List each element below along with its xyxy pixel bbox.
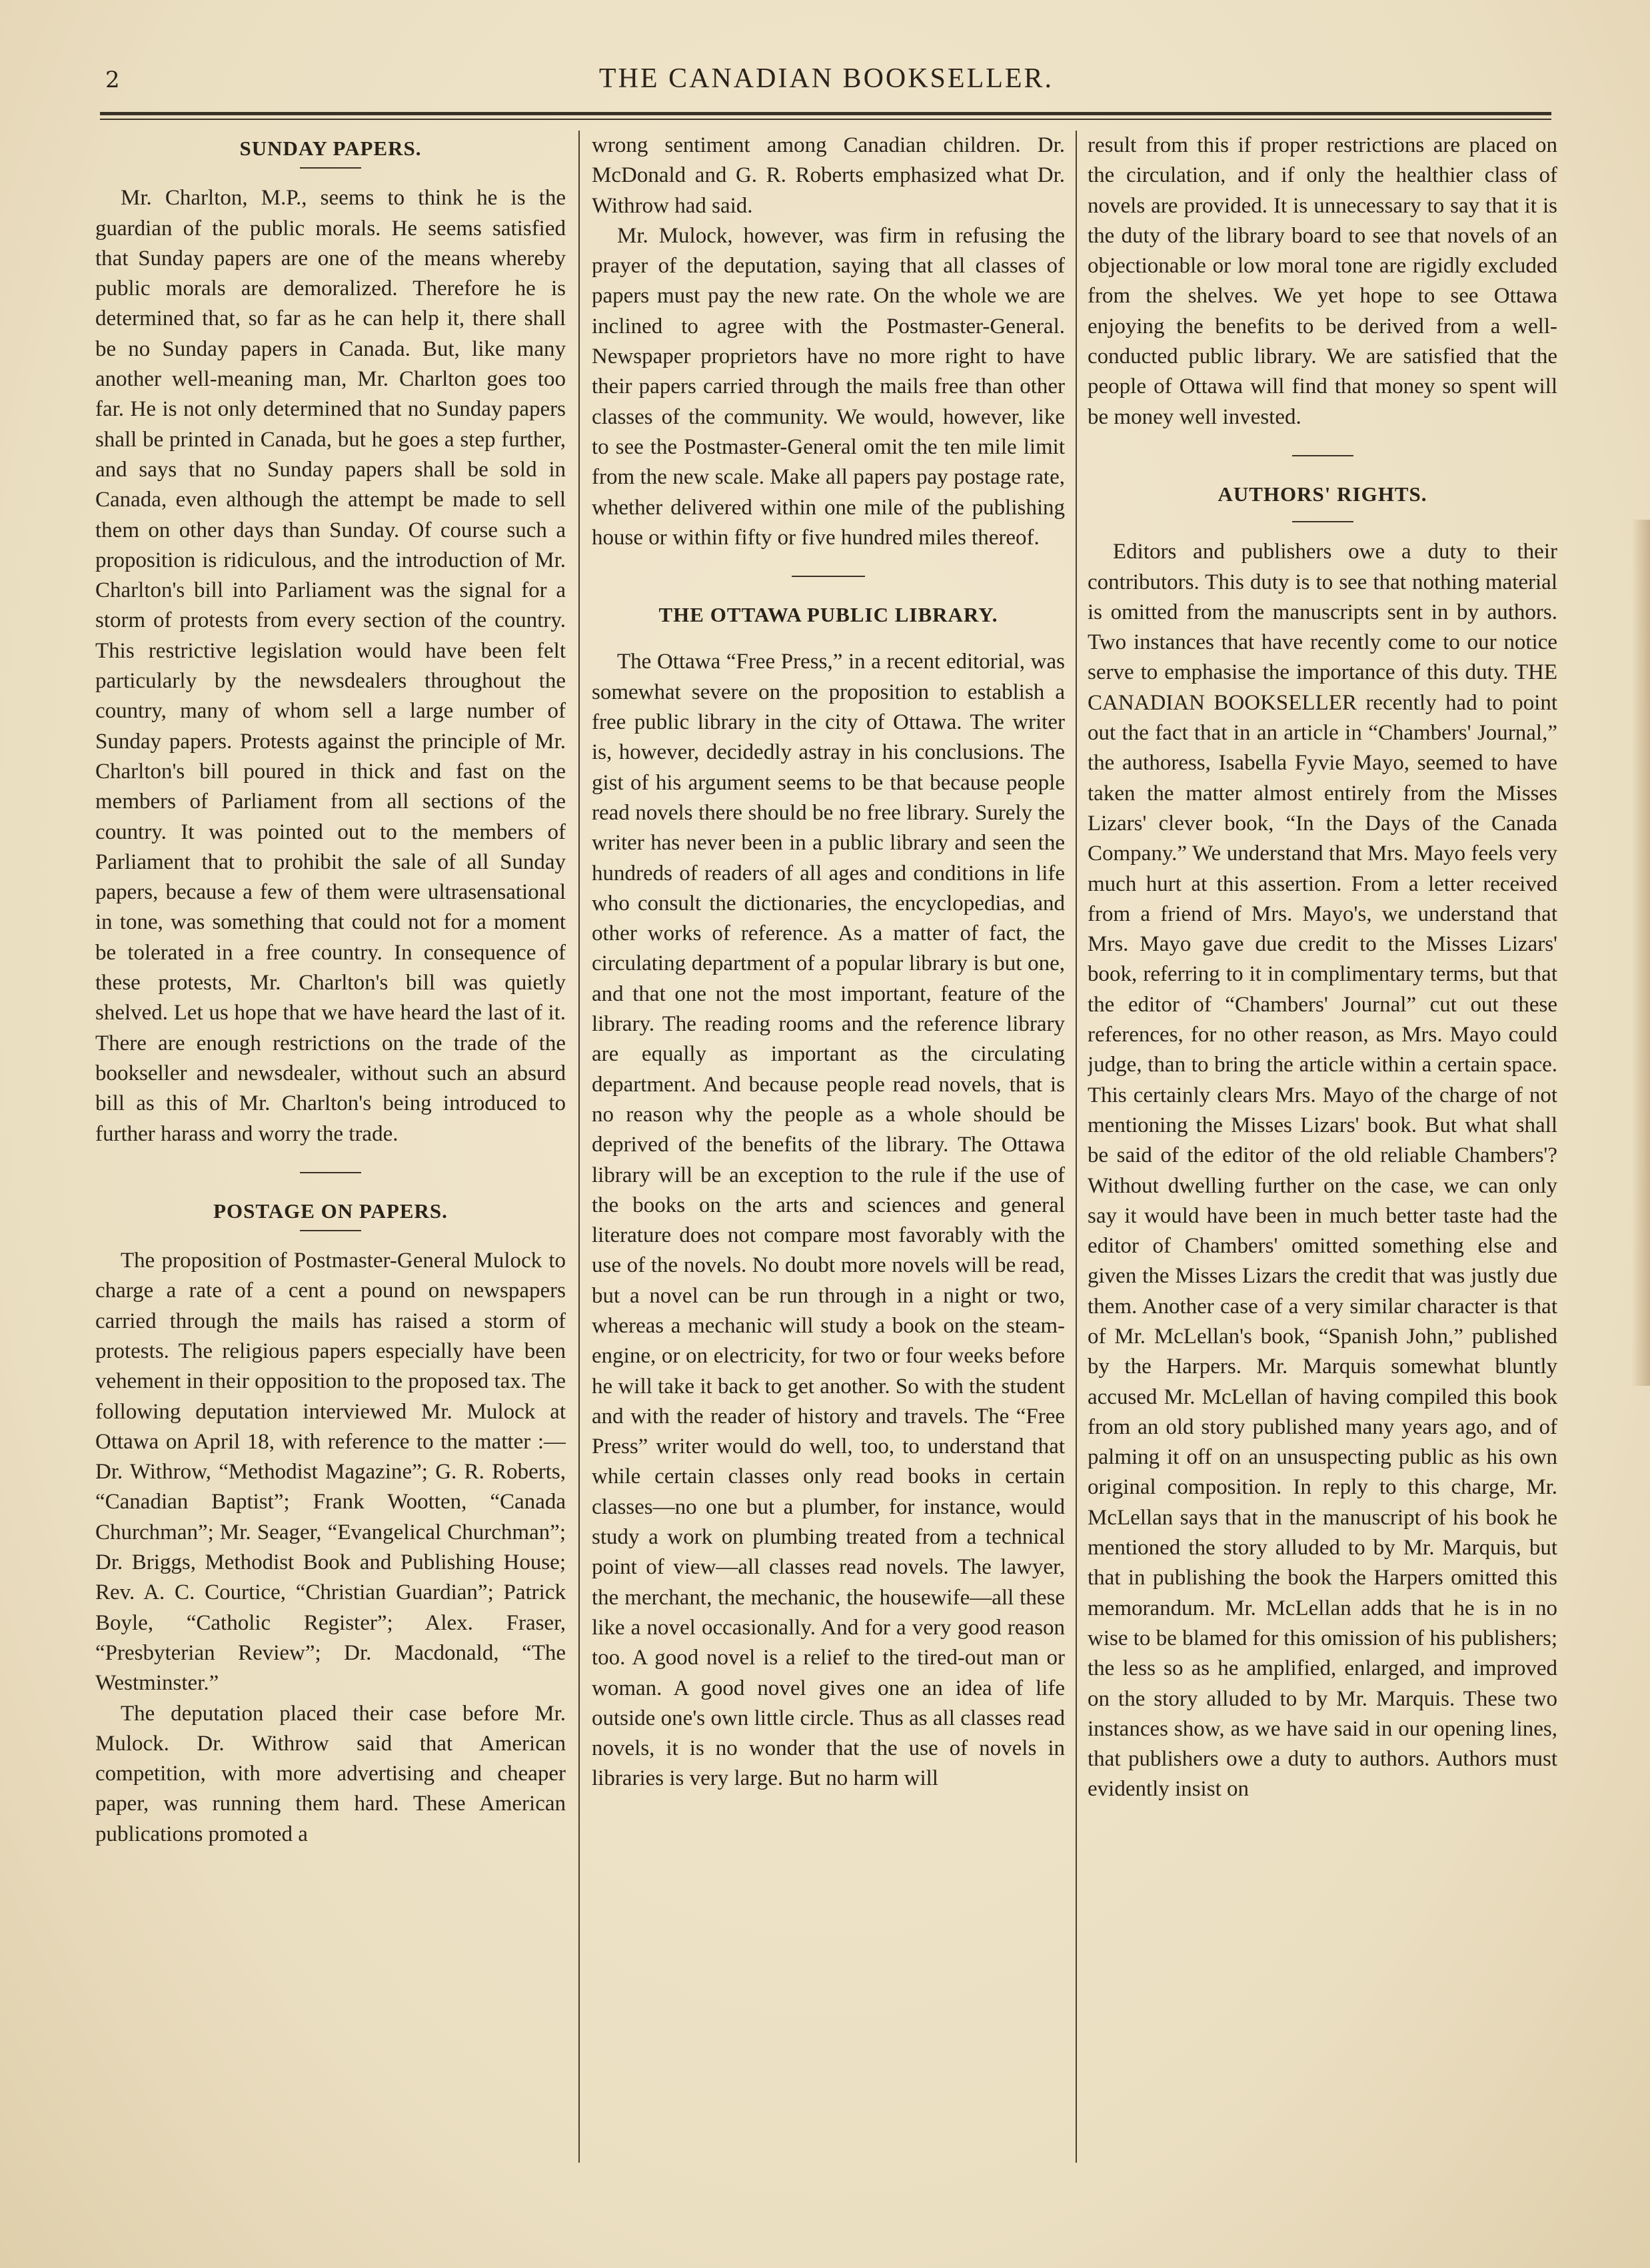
section-rule [300, 1172, 361, 1173]
article-heading-authors-rights: AUTHORS' RIGHTS. [1218, 482, 1427, 506]
heading-rule [1292, 521, 1353, 522]
column-divider [1076, 131, 1077, 2163]
column-divider [578, 131, 580, 2163]
article-paragraph: The Ottawa “Free Press,” in a recent editorial, was somewhat severe on the proposition to establish a free public library in the city of Ottawa. The writer is, however, decidedly astray in his conclusions. The gist of his argument seems to be that because people read novels there should be no free library. Surely the writer has never been in a public library and seen the hundreds of readers of all ages and conditions in life who consult the dictionaries, the encyclopedias, and other works of reference. As a matter of fact, the circulating department of a popular library is but one, and that one not the most important, feature of the library. The reading rooms and the reference library are equally as important as the circulating department. And because people read novels, that is no reason why the people as a whole should be deprived of the benefits of the library. The Ottawa library will be an exception to the rule if the use of the books on the arts and sciences and general literature does not compare most favorably with the use of the novels. No doubt more novels will be read, but a novel can be run through in a night or two, whereas a mechanic will study a book on the steam-engine, or on electricity, for two or four weeks before he will take it back to get another. So with the student and with the reader of history and travels. The “Free Press” writer would do well, too, to understand that while certain classes only read books in certain classes—no one but a plumber, for instance, would study a work on plumbing treated from a technical point of view—all classes read novels. The lawyer, the merchant, the mechanic, the housewife—all these like a novel occasionally. And for a very good reason too. A good novel is a relief to the tired-out man or woman. A good novel gives one an idea of life outside one's own little circle. Thus as all classes read novels, it is no wonder that the use of novels in libraries is very large. But no harm will [592, 650, 1065, 1791]
column-3 [1088, 131, 1557, 2169]
article-paragraph: Editors and publishers owe a duty to their contributors. This duty is to see that nothing material is omitted from the manuscripts sent in by authors. Two instances that have recently come to our notice serve to emphasise the importance of this duty. THE CANADIAN BOOKSELLER recently had to point out the fact that in an article in “Chambers' Journal,” the authoress, Isabella Fyvie Mayo, seemed to have taken the matter almost entirely from the Misses Lizars' clever book, “In the Days of the Canada Company.” We understand that Mrs. Mayo feels very much hurt at this assertion. From a letter received from a friend of Mrs. Mayo's, we understand that Mrs. Mayo gave due credit to the Misses Lizars' book, referring to it in complimentary terms, but that the editor of “Chambers' Journal” cut out these references, for no other reason, as Mrs. Mayo could judge, than to bring the article within a certain space. This certainly clears Mrs. Mayo of the charge of not mentioning the Misses Lizars' book. But what shall be said of the editor of the old reliable Chambers'? Without dwelling further on the case, we can only say it would have been in much better taste had the editor of Chambers' omitted something else and given the Misses Lizars the credit that was justly due them. Another case of a very similar character is that of Mr. McLellan's book, “Spanish John,” published by the Harpers. Mr. Marquis somewhat bluntly accused Mr. McLellan of having compiled this book from an old story published many years ago, and of palming it off on an unsuspecting public as his own original composition. In reply to this charge, Mr. McLellan says that in the manuscript of his book he mentioned the story alluded to by Mr. Marquis, but that in publishing the book the Harpers omitted this memorandum. Mr. McLellan adds that he is in no wise to be blamed for this omission of his publishers; the less so as he amplified, enlarged, and improved on the story alluded to by Mr. Marquis. These two instances show, as we have said in our opening lines, that publishers owe a duty to authors. Authors must evidently insist on [1088, 540, 1557, 1802]
masthead-title: THE CANADIAN BOOKSELLER. [598, 63, 1054, 94]
section-rule [1292, 455, 1353, 456]
heading-rule [300, 167, 361, 169]
article-paragraph-continued: result from this if proper restrictions are placed on the circulation, and if only the healthier class of novels are provided. It is unnecessary to say that it is the duty of the library board to see that novels of an objectionable or low moral tone are rigidly excluded from the shelves. We yet hope to see Ottawa enjoying the benefits to be derived from a well-conducted public library. We are satisfied that the people of Ottawa will find that money so spent will be money well invested. [1088, 133, 1557, 429]
article-heading-postage-on-papers: POSTAGE ON PAPERS. [213, 1199, 448, 1223]
column-2 [592, 131, 1065, 2169]
page-number: 2 [105, 67, 120, 93]
heading-rule [300, 1230, 361, 1231]
article-paragraph-continued: wrong sentiment among Canadian children. Dr. McDonald and G. R. Roberts emphasized what Dr. Withrow had said. [592, 133, 1065, 218]
article-paragraph: The deputation placed their case before Mr. Mulock. Dr. Withrow said that American competition, with more advertising and cheaper paper, was running them hard. These American publications promoted a [95, 1701, 566, 1846]
page-header [100, 61, 1553, 101]
article-heading-ottawa-public-library: THE OTTAWA PUBLIC LIBRARY. [658, 603, 998, 627]
article-paragraph: Mr. Charlton, M.P., seems to think he is the guardian of the public morals. He seems satisfied that Sunday papers are one of the means whereby public morals are demoralized. Therefore he is determined that, so far as he can help it, there shall be no Sunday papers in Canada. But, like many another well-meaning man, Mr. Charlton goes too far. He is not only determined that no Sunday papers shall be printed in Canada, but he goes a step further, and says that no Sunday papers shall be sold in Canada, even although the attempt be made to sell them on other days than Sunday. Of course such a proposition is ridiculous, and the introduction of Mr. Charlton's bill into Parliament was the signal for a storm of protests from every section of the country. This restrictive legislation would have been felt particularly by the newsdealers throughout the country, many of whom sell a large number of Sunday papers. Protests against the principle of Mr. Charlton's bill poured in thick and fast on the members of Parliament from all sections of the country. It was pointed out to the members of Parliament that to prohibit the sale of all Sunday papers, because a few of them were ultrasensational in tone, was something that could not for a moment be tolerated in a free country. In consequence of these protests, Mr. Charlton's bill was quietly shelved. Let us hope that we have heard the last of it. There are enough restrictions on the trade of the bookseller and newsdealer, without such an absurd bill as this of Mr. Charlton's being introduced to further harass and worry the trade. [95, 186, 566, 1146]
section-rule [792, 576, 865, 577]
header-rule-thin [100, 119, 1551, 120]
header-rule [100, 112, 1551, 115]
column-1 [95, 131, 566, 2169]
page-edge-stain [1631, 520, 1650, 1386]
article-paragraph: Mr. Mulock, however, was firm in refusing the prayer of the deputation, saying that all classes of papers must pay the new rate. On the whole we are inclined to agree with the Postmaster-General. Newspaper proprietors have no more right to have their papers carried through the mails free than other classes of the community. We would, however, like to see the Postmaster-General omit the ten mile limit from the new scale. Make all papers pay postage rate, whether delivered within one mile of the publishing house or within fifty or five hundred miles thereof. [592, 223, 1065, 550]
article-paragraph: The proposition of Postmaster-General Mulock to charge a rate of a cent a pound on newspapers carried through the mails has raised a storm of protests. The religious papers especially have been vehement in their opposition to the proposed tax. The following deputation interviewed Mr. Mulock at Ottawa on April 18, with reference to the matter :—Dr. Withrow, “Methodist Magazine”; G. R. Roberts, “Canadian Baptist”; Frank Wootten, “Canada Churchman”; Mr. Seager, “Evangelical Churchman”; Dr. Briggs, Methodist Book and Publishing House; Rev. A. C. Courtice, “Christian Guardian”; Patrick Boyle, “Catholic Register”; Alex. Fraser, “Presbyterian Review”; Dr. Macdonald, “The Westminster.” [95, 1249, 566, 1696]
article-heading-sunday-papers: SUNDAY PAPERS. [239, 137, 422, 160]
